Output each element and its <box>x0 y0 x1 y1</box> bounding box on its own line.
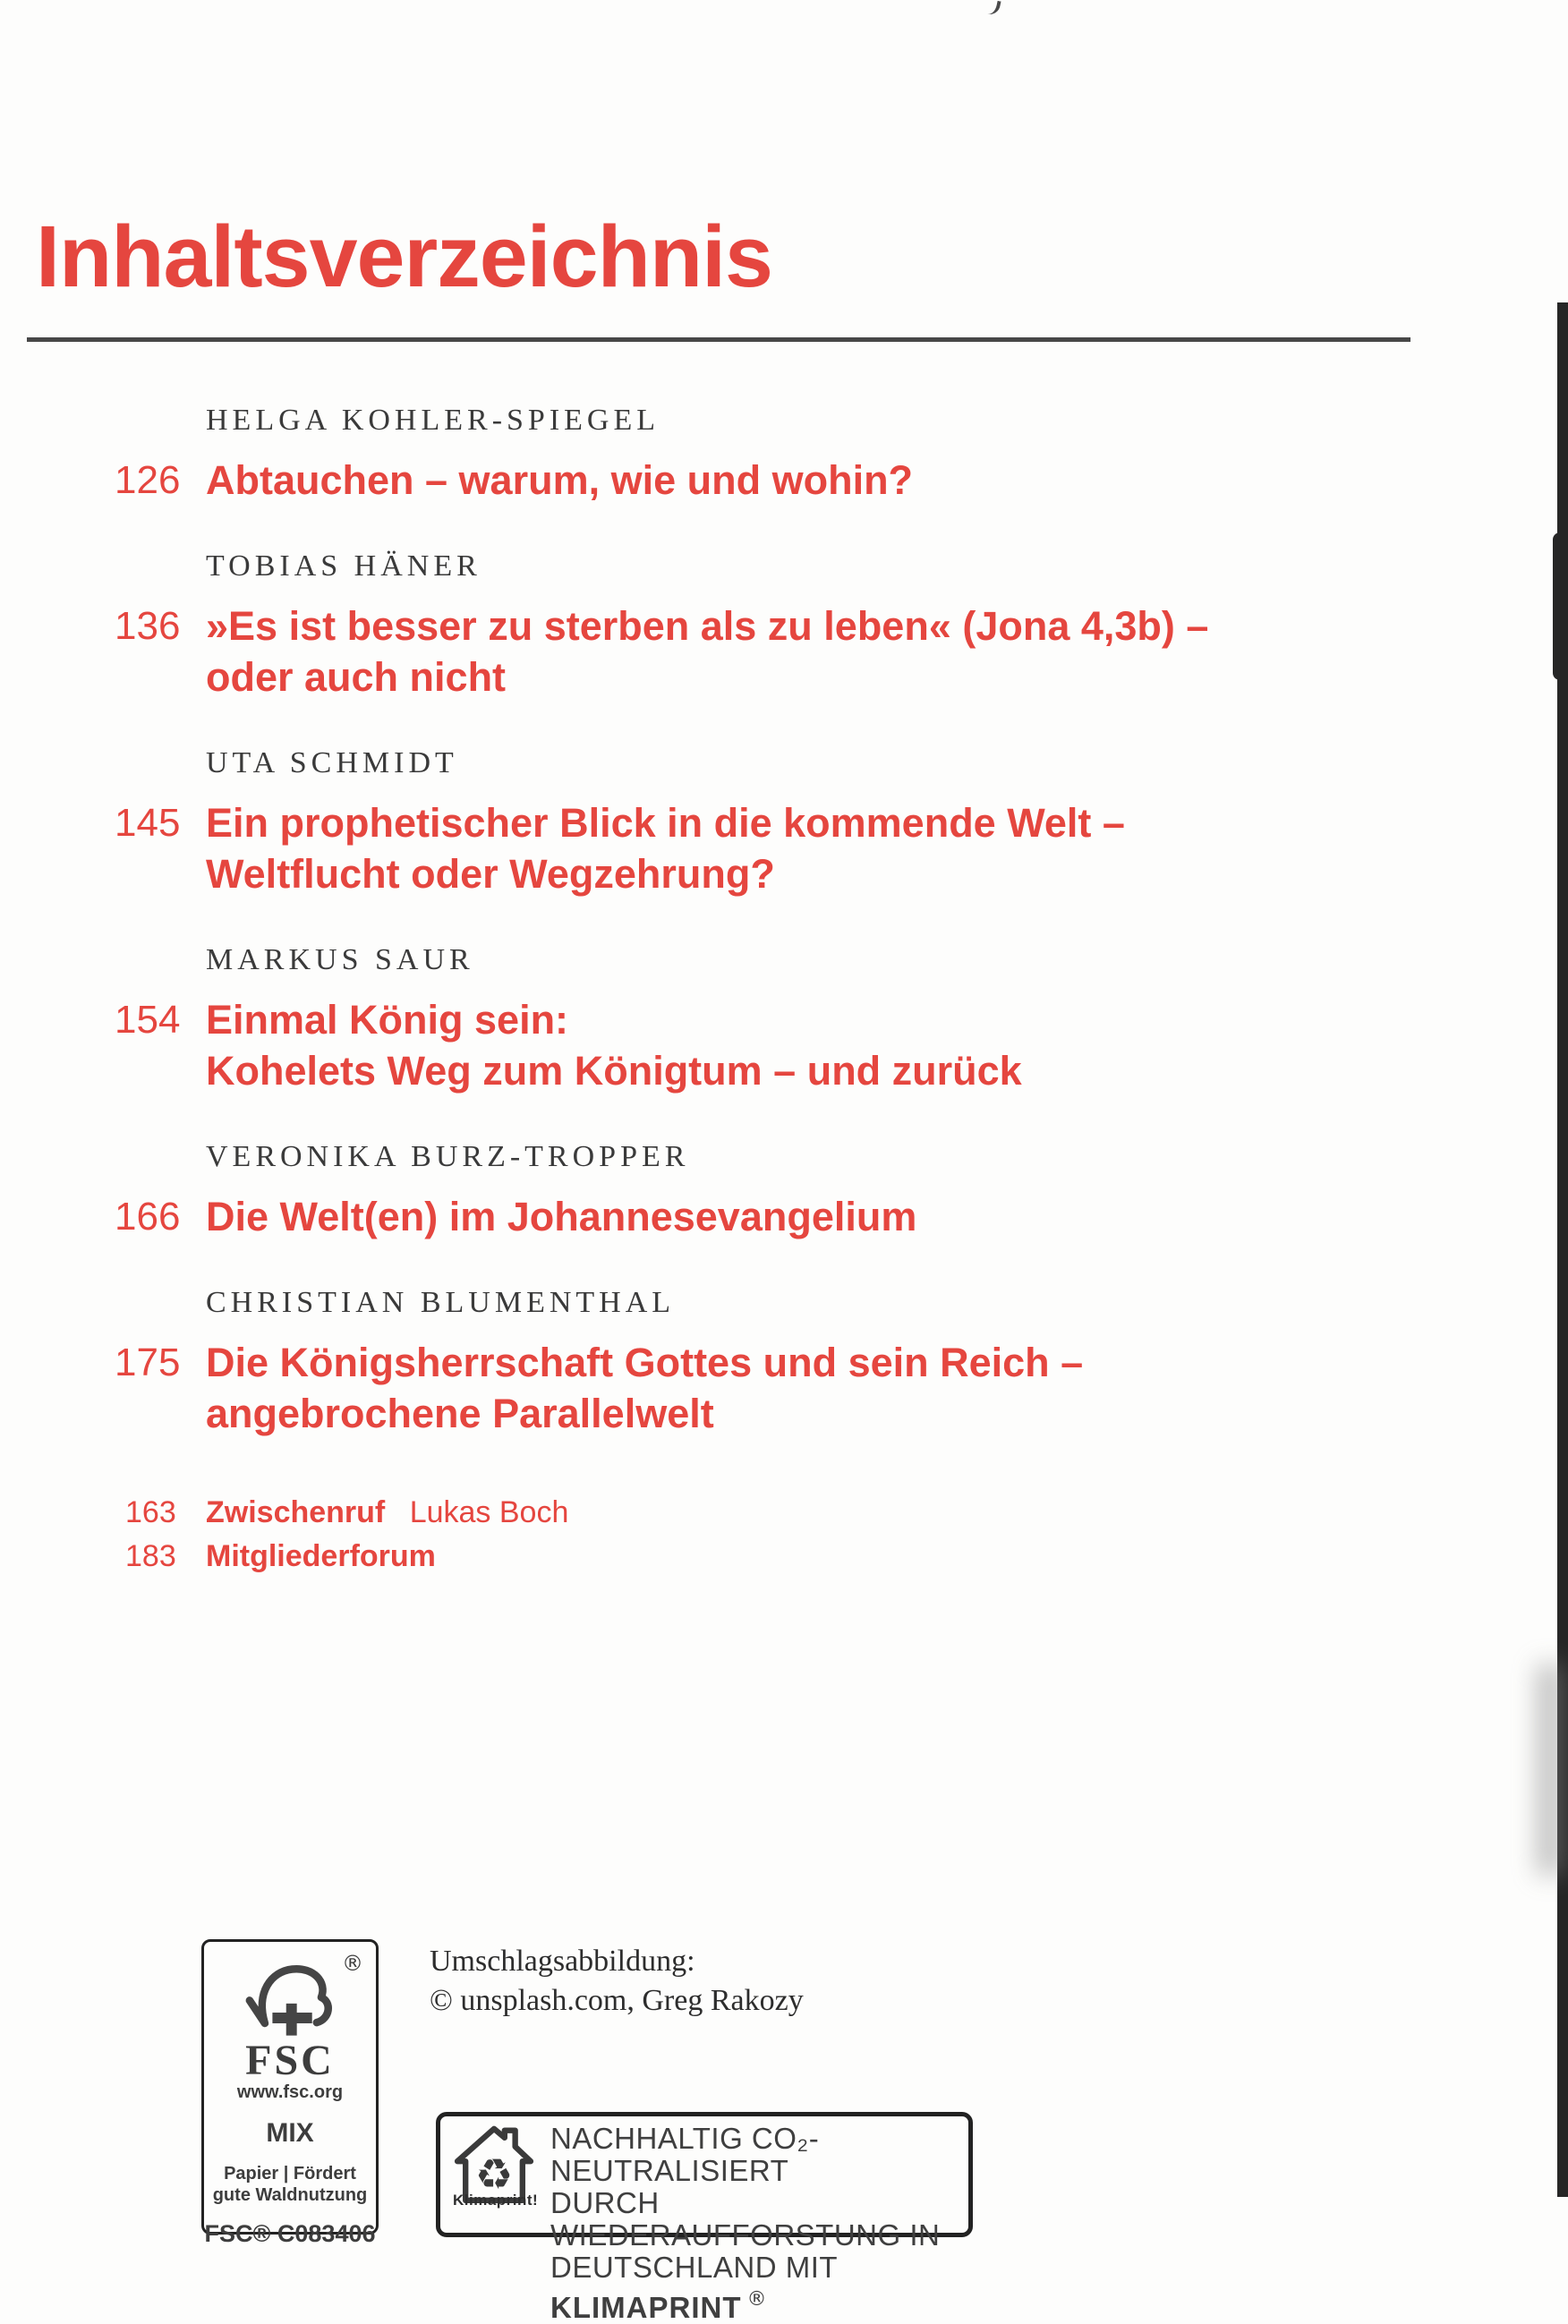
toc-title-line: oder auch nicht <box>206 654 507 700</box>
toc-titles <box>115 1191 1342 1242</box>
toc-extra-section <box>125 1491 1342 1579</box>
klimaprint-label <box>436 2112 973 2324</box>
klimaprint-line-prefix: DEUTSCHLAND MIT <box>550 2251 838 2284</box>
toc-titles <box>115 600 1342 702</box>
klimaprint-text <box>550 2123 968 2324</box>
toc-author: HELGA KOHLER-SPIEGEL <box>206 404 660 437</box>
toc-page-number: 166 <box>115 1195 181 1239</box>
toc-title-line: Weltflucht oder Wegzehrung? <box>206 851 775 897</box>
toc-entry <box>115 1139 1342 1242</box>
svg-text:♻: ♻ <box>474 2150 514 2201</box>
registered-trademark-icon: ® <box>342 1951 363 1976</box>
toc-author: UTA SCHMIDT <box>206 746 458 779</box>
scan-edge-artifact <box>1538 1664 1563 1875</box>
toc-author: CHRISTIAN BLUMENTHAL <box>206 1286 676 1319</box>
toc-title-line: Abtauchen – warum, wie und wohin? <box>206 457 914 503</box>
scan-edge-artifact <box>1553 532 1568 680</box>
fsc-description-line: gute Waldnutzung <box>212 2185 368 2205</box>
page-title: Inhaltsverzeichnis <box>36 208 772 305</box>
fsc-wordmark: FSC <box>245 2037 335 2084</box>
toc-extra-label: Zwischenruf <box>206 1495 386 1529</box>
klimaprint-house-caption: Klimaprint! <box>453 2192 539 2209</box>
toc-extra-label: Mitgliederforum <box>206 1539 436 1573</box>
fsc-description-line: Papier | Fördert <box>224 2164 356 2184</box>
toc-title-line: angebrochene Parallelwelt <box>206 1391 714 1436</box>
cover-credit-label: Umschlagsabbildung: <box>430 1945 695 1978</box>
toc-page-number: 154 <box>115 998 181 1042</box>
title-divider-rule <box>27 337 1410 342</box>
toc-title-line: Ein prophetischer Blick in die kommende Welt – <box>206 800 1125 846</box>
toc-page-number: 145 <box>115 801 181 845</box>
toc-author: TOBIAS HÄNER <box>206 549 481 583</box>
toc-extra-row <box>125 1535 1342 1579</box>
toc-author: VERONIKA BURZ-TROPPER <box>206 1140 690 1173</box>
cover-credit-value: © unsplash.com, Greg Rakozy <box>430 1984 804 2017</box>
registered-trademark-icon: ® <box>746 2288 767 2311</box>
toc-page-number: 175 <box>115 1341 181 1384</box>
toc-titles <box>115 455 1342 506</box>
toc-title-line: Kohelets Weg zum Königtum – und zurück <box>206 1048 1022 1094</box>
toc-titles <box>115 1337 1342 1439</box>
toc-page-number: 183 <box>125 1539 176 1573</box>
toc-author: MARKUS SAUR <box>206 943 474 976</box>
fsc-description <box>204 2163 376 2206</box>
toc-page-number: 136 <box>115 604 181 648</box>
fsc-url: www.fsc.org <box>236 2082 344 2102</box>
toc-extra-row <box>125 1491 1342 1535</box>
scan-mark-artifact <box>985 0 1001 16</box>
table-of-contents <box>0 403 1342 1579</box>
toc-entry <box>115 549 1342 702</box>
klimaprint-line: DURCH WIEDERAUFFORSTUNG IN <box>550 2186 941 2252</box>
fsc-mix-label: MIX <box>266 2118 314 2148</box>
toc-titles <box>115 797 1342 899</box>
toc-titles <box>115 994 1342 1096</box>
klimaprint-brand: KLIMAPRINT <box>550 2291 742 2324</box>
toc-page-number: 126 <box>115 458 181 502</box>
toc-title-line: Die Königsherrschaft Gottes und sein Reich – <box>206 1340 1084 1385</box>
fsc-certification-label <box>201 1939 379 2247</box>
toc-entry <box>115 1285 1342 1439</box>
fsc-license-code: FSC® C083406 <box>204 2220 376 2247</box>
klimaprint-line <box>550 2252 968 2324</box>
toc-entry <box>115 942 1342 1096</box>
toc-entry <box>115 745 1342 899</box>
toc-entry <box>115 403 1342 506</box>
cover-image-credit <box>430 1942 804 2021</box>
toc-title-line: Die Welt(en) im Johannesevangelium <box>206 1194 917 1239</box>
klimaprint-line: NACHHALTIG CO₂-NEUTRALISIERT <box>550 2122 820 2187</box>
toc-extra-detail: Lukas Boch <box>409 1495 569 1529</box>
toc-page-number: 163 <box>125 1495 176 1529</box>
toc-title-line: Einmal König sein: <box>206 997 569 1043</box>
toc-title-line: »Es ist besser zu sterben als zu leben« (Jona 4,3b) – <box>206 603 1209 649</box>
